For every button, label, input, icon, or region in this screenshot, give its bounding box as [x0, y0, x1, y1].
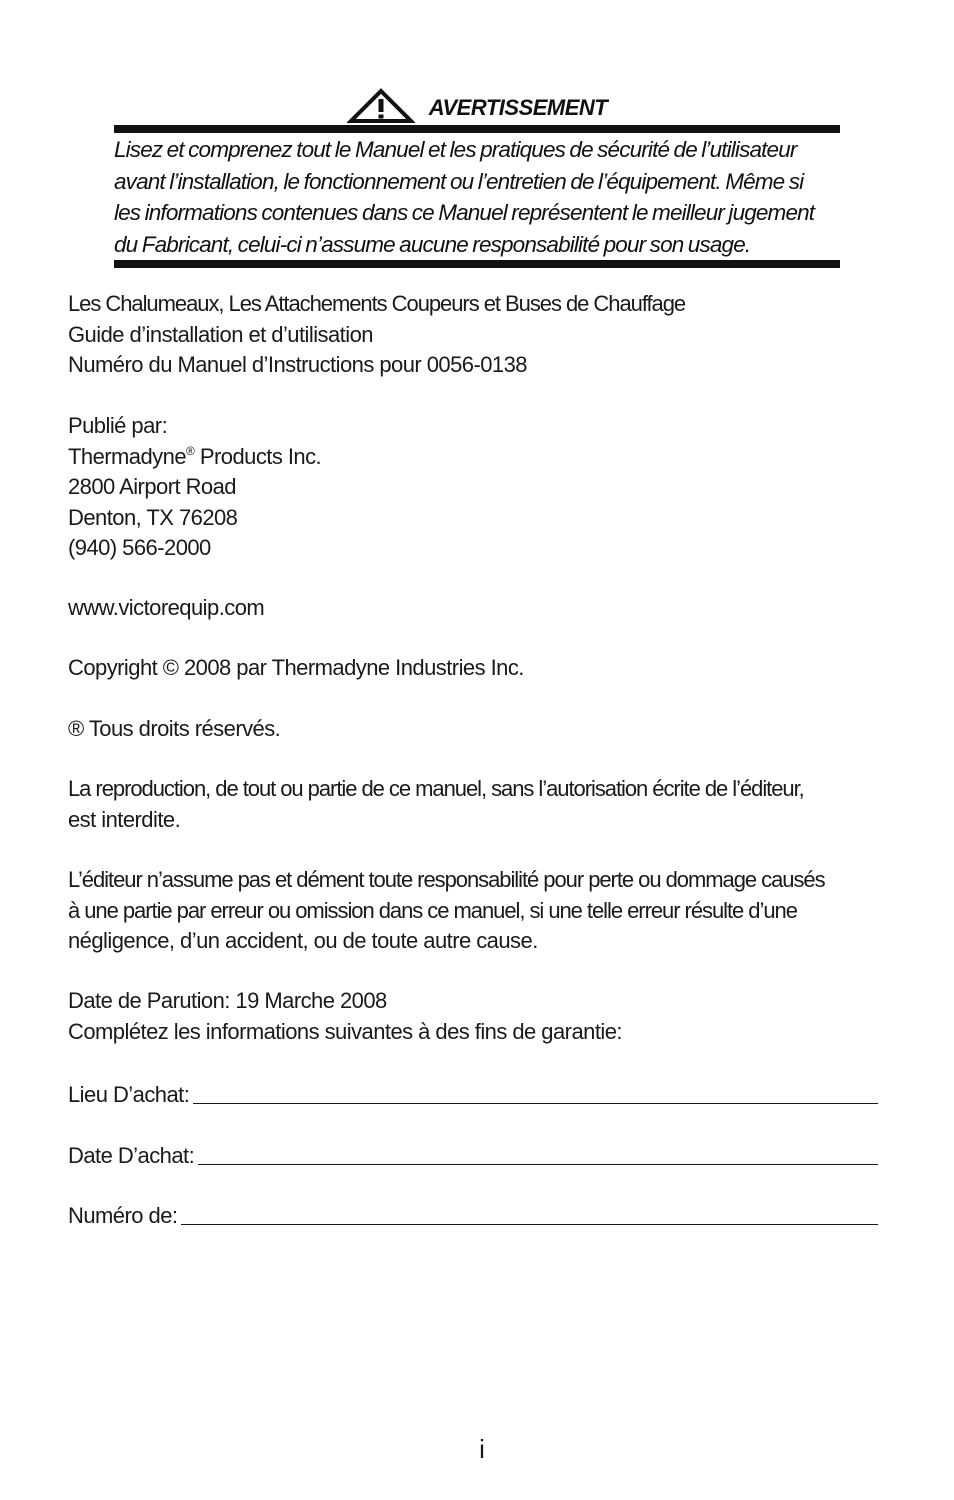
publisher-label: Publié par:: [68, 413, 168, 438]
purchase-date-field[interactable]: [68, 1137, 878, 1169]
purchase-place-field[interactable]: [68, 1076, 878, 1108]
warranty-prompt: Complétez les informations suivantes à des fins de garantie:: [68, 1018, 622, 1044]
page-number: i: [479, 1434, 485, 1464]
publisher-street: 2800 Airport Road: [68, 474, 236, 499]
manual-number: Numéro du Manuel d’Instructions pour 0056-0138: [68, 352, 527, 377]
manual-title: Les Chalumeaux, Les Attachements Coupeurs et Buses de Chauffage: [68, 291, 686, 316]
copyright-text: Copyright © 2008 par Thermadyne Industries Inc.: [68, 655, 524, 680]
manual-identity: [68, 289, 898, 381]
publisher-city: Denton, TX 76208: [68, 504, 238, 530]
company-name: Thermadyne: [68, 443, 187, 469]
reproduction-line: est interdite.: [68, 806, 181, 832]
reproduction-line: La reproduction, de tout ou partie de ce manuel, sans l’autorisation écrite de l’éditeur,: [68, 776, 804, 801]
disclaimer-block: [68, 865, 898, 957]
rights-text: ® Tous droits réservés.: [68, 716, 281, 741]
purchase-date-blank[interactable]: [198, 1163, 878, 1165]
rights-block: [68, 714, 898, 745]
warning-header: [0, 86, 954, 126]
disclaimer-line: L’éditeur n’assume pas et dément toute responsabilité pour perte ou dommage causés: [68, 867, 825, 892]
warning-line: les informations contenues dans ce Manuel représentent le meilleur jugement: [114, 200, 815, 225]
warning-line: avant l’installation, le fonctionnement ou l’entretien de l’équipement. Même si: [114, 168, 804, 194]
warning-line: du Fabricant, celui-ci n’assume aucune responsabilité pour son usage.: [114, 231, 751, 257]
disclaimer-line: négligence, d’un accident, ou de toute autre cause.: [68, 928, 538, 953]
warning-rule-top: [114, 125, 840, 133]
warning-title: AVERTISSEMENT: [428, 95, 608, 120]
warning-text: [114, 134, 854, 260]
warning-line: Lisez et comprenez tout le Manuel et les pratiques de sécurité de l’utilisateur: [114, 137, 797, 162]
purchase-place-blank[interactable]: [193, 1102, 878, 1104]
registered-mark: ®: [186, 443, 195, 458]
website-block: [68, 593, 898, 624]
number-blank[interactable]: [181, 1223, 878, 1225]
publisher-company: [68, 442, 898, 473]
number-label: Numéro de:: [68, 1203, 178, 1228]
release-block: [68, 986, 898, 1047]
website-link[interactable]: www.victorequip.com: [68, 595, 265, 620]
publisher-phone: (940) 566-2000: [68, 535, 211, 560]
purchase-place-label: Lieu D’achat:: [68, 1082, 190, 1107]
disclaimer-line: à une partie par erreur ou omission dans ce manuel, si une telle erreur résulte d’une: [68, 897, 797, 923]
warning-triangle-icon: [347, 88, 415, 124]
release-date: Date de Parution: 19 Marche 2008: [68, 988, 387, 1013]
company-suffix: Products Inc.: [194, 443, 322, 469]
reproduction-block: [68, 774, 898, 835]
copyright-block: [68, 653, 898, 684]
purchase-date-label: Date D’achat:: [68, 1143, 195, 1168]
number-field[interactable]: [68, 1197, 878, 1229]
manual-subtitle: Guide d’installation et d’utilisation: [68, 321, 373, 347]
publisher-block: [68, 411, 898, 564]
warning-rule-bottom: [114, 260, 840, 268]
